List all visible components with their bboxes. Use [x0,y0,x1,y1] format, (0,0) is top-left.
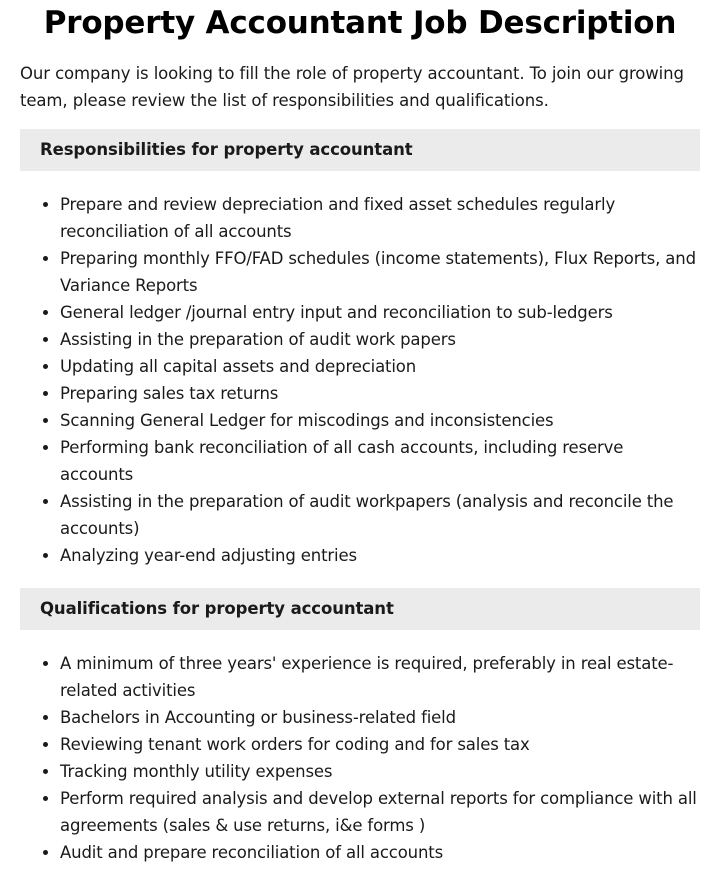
list-item: Preparing monthly FFO/FAD schedules (income statements), Flux Reports, and Variance Reports [60,245,700,299]
list-item: A minimum of three years' experience is required, preferably in real estate-related activities [60,650,700,704]
list-item: Assisting in the preparation of audit workpapers (analysis and reconcile the accounts) [60,488,700,542]
responsibilities-heading: Responsibilities for property accountant [20,129,700,171]
qualifications-heading: Qualifications for property accountant [20,588,700,630]
list-item: Prepare and review depreciation and fixed asset schedules regularly reconciliation of all accounts [60,191,700,245]
list-item: Analyzing year-end adjusting entries [60,542,700,569]
list-item: General ledger /journal entry input and reconciliation to sub-ledgers [60,299,700,326]
list-item: Performing bank reconciliation of all cash accounts, including reserve accounts [60,434,700,488]
list-item: Tracking monthly utility expenses [60,758,700,785]
list-item: Bachelors in Accounting or business-related field [60,704,700,731]
intro-paragraph: Our company is looking to fill the role of property accountant. To join our growing team, please review the list of responsibilities and qualifications. [20,64,684,110]
responsibilities-list [20,191,700,569]
list-item: Scanning General Ledger for miscodings and inconsistencies [60,407,700,434]
list-item: Preparing sales tax returns [60,380,700,407]
list-item: Perform required analysis and develop external reports for compliance with all agreements (sales & use returns, i&e forms ) [60,785,700,839]
list-item: Updating all capital assets and depreciation [60,353,700,380]
page-title: Property Accountant Job Description [43,5,677,41]
list-item: Audit and prepare reconciliation of all accounts [60,839,700,866]
qualifications-list [20,650,700,866]
list-item: Assisting in the preparation of audit work papers [60,326,700,353]
list-item: Reviewing tenant work orders for coding and for sales tax [60,731,700,758]
